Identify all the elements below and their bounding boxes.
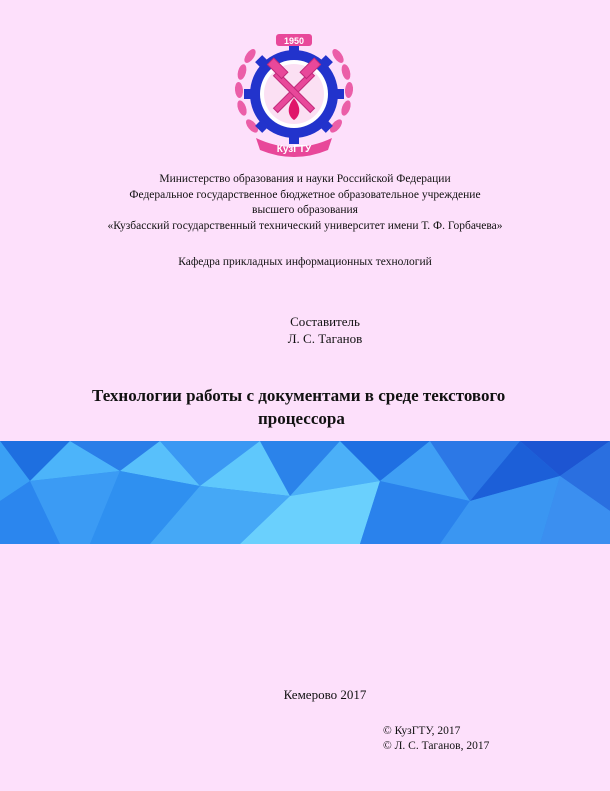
copyright-line: © Л. С. Таганов, 2017 — [383, 740, 490, 752]
ministry-line: «Кузбасский государственный технический университет имени Т. Ф. Горбачева» — [107, 219, 503, 232]
logo-year: 1950 — [283, 36, 305, 46]
compiler-label: Составитель — [290, 314, 360, 329]
copyright-block — [383, 724, 489, 754]
ministry-line: высшего образования — [252, 204, 358, 216]
compiler-name: Л. С. Таганов — [287, 331, 363, 346]
compiler-block — [0, 313, 610, 347]
university-logo — [228, 28, 360, 160]
logo-abbr: КузГТУ — [276, 144, 312, 155]
decorative-banner — [0, 441, 610, 544]
document-title — [92, 384, 572, 430]
ministry-line: Министерство образования и науки Российской Федерации — [159, 173, 451, 185]
copyright-line: © КузГТУ, 2017 — [383, 725, 461, 737]
title-line-2: процессора — [258, 409, 345, 428]
title-line-1: Технологии работы с документами в среде текстового — [92, 386, 506, 405]
department-name: Кафедра прикладных информационных технологий — [178, 256, 432, 268]
ministry-line: Федеральное государственное бюджетное образовательное учреждение — [129, 188, 481, 201]
ministry-block — [0, 172, 610, 234]
city-year: Кемерово 2017 — [283, 687, 367, 702]
